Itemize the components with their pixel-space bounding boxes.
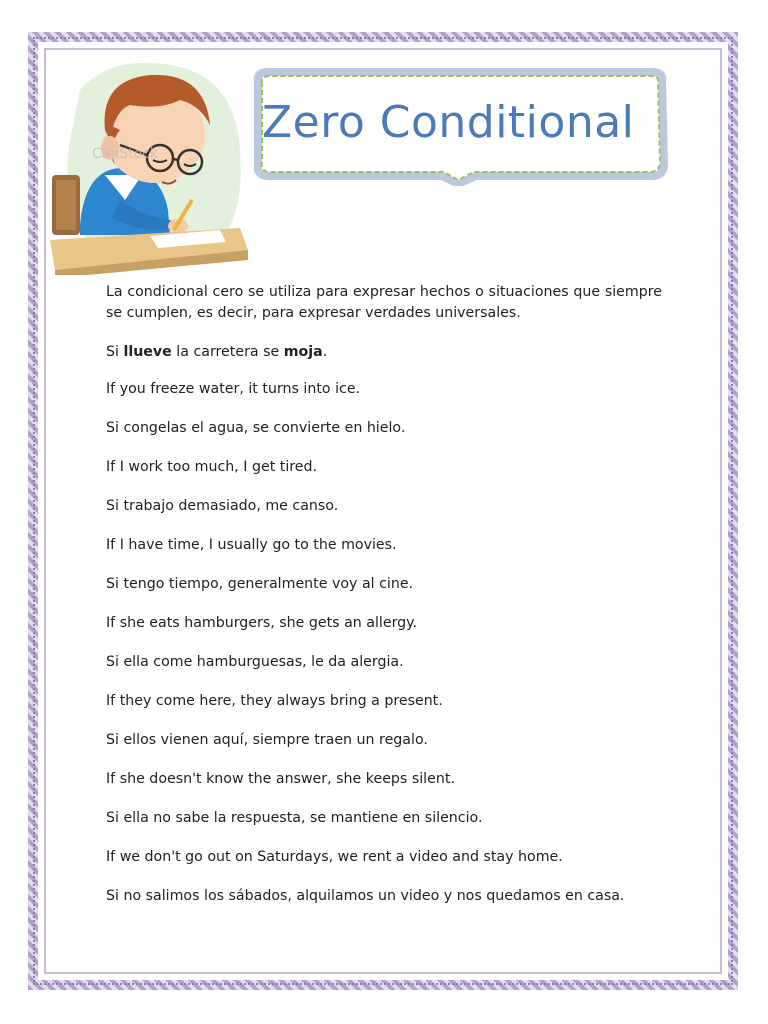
intro-paragraph: La condicional cero se utiliza para expresar hechos o situaciones que siempre se cumplen, es decir, para expresar verdades universales. <box>106 284 662 321</box>
watermark: CanStock <box>92 146 158 162</box>
example-line: If you freeze water, it turns into ice. <box>106 381 361 397</box>
example-line: Si trabajo demasiado, me canso. <box>106 498 339 514</box>
example-line: Si tengo tiempo, generalmente voy al cine. <box>106 576 414 592</box>
example-line: Si no salimos los sábados, alquilamos un video y nos quedamos en casa. <box>106 888 625 904</box>
example-line: If we don't go out on Saturdays, we rent a video and stay home. <box>106 849 563 865</box>
example-line: If she eats hamburgers, she gets an allergy. <box>106 615 418 631</box>
text: la carretera se <box>171 344 284 360</box>
bold-word: llueve <box>123 344 172 360</box>
example-line: Si ella come hamburguesas, le da alergia. <box>106 654 404 670</box>
example-line: If she doesn't know the answer, she keeps silent. <box>106 771 455 787</box>
page-title: Zero Conditional <box>262 97 635 148</box>
example-line: Si congelas el agua, se convierte en hielo. <box>106 420 406 436</box>
example-line: Si ella no sabe la respuesta, se mantiene en silencio. <box>106 810 483 826</box>
text: Si <box>106 344 124 360</box>
bold-word: moja <box>283 344 323 360</box>
example-line: Si ellos vienen aquí, siempre traen un regalo. <box>106 732 428 748</box>
example-line: If I have time, I usually go to the movies. <box>106 537 397 553</box>
example-line: If I work too much, I get tired. <box>106 459 318 475</box>
content <box>106 282 662 925</box>
text: . <box>322 344 328 360</box>
example-line: If they come here, they always bring a present. <box>106 693 443 709</box>
boy-writing-illustration <box>50 50 250 275</box>
example-line-first <box>106 342 662 379</box>
